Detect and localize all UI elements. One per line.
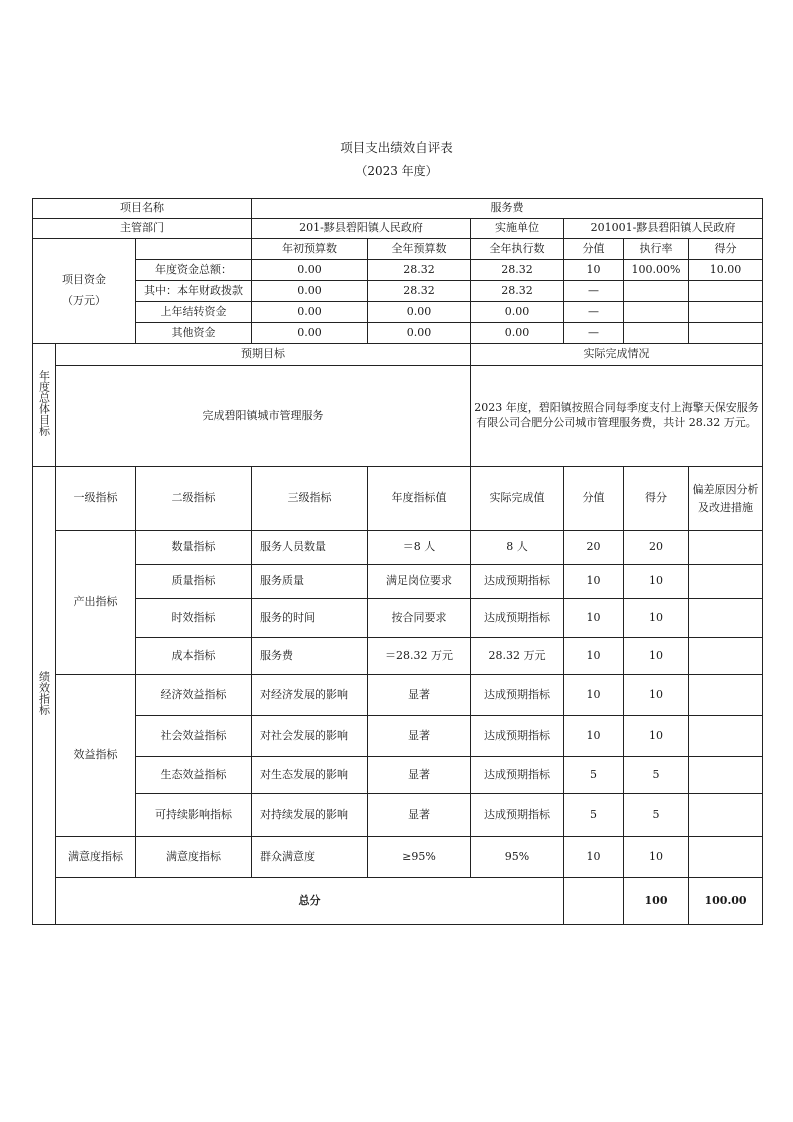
indicator-level3: 服务费: [252, 638, 368, 675]
total-actual: [564, 878, 624, 925]
indicators-header-level1: 一级指标: [56, 467, 136, 531]
indicator-score-value: 10: [564, 599, 624, 638]
department-label: 主管部门: [33, 219, 252, 239]
goals-side-label: [33, 344, 56, 467]
project-name-row: [33, 199, 763, 219]
indicator-target: 显著: [368, 794, 471, 837]
indicator-reason: [689, 675, 763, 716]
indicator-reason: [689, 565, 763, 599]
indicator-score-value: 10: [564, 675, 624, 716]
funds-row-executed: 28.32: [471, 260, 564, 281]
indicators-header-row: [33, 467, 763, 531]
indicator-actual: 达成预期指标: [471, 565, 564, 599]
goals-header-row: [33, 344, 763, 366]
indicator-level3: 群众满意度: [252, 837, 368, 878]
funds-header-annual: 全年预算数: [368, 239, 471, 260]
funds-row-executed: 0.00: [471, 302, 564, 323]
indicator-reason: [689, 716, 763, 757]
indicator-score: 10: [624, 565, 689, 599]
page-title: 项目支出绩效自评表: [340, 140, 453, 155]
indicators-side-label-text: 绩效指标: [37, 671, 51, 716]
funds-row-rate: [624, 302, 689, 323]
indicator-reason: [689, 757, 763, 794]
indicator-score: 20: [624, 531, 689, 565]
goals-expected-header: 预期目标: [56, 344, 471, 366]
indicator-reason: [689, 794, 763, 837]
indicators-header-level3: 三级指标: [252, 467, 368, 531]
indicator-row: [33, 837, 763, 878]
indicator-score-value: 10: [564, 716, 624, 757]
funds-header-score-value: 分值: [564, 239, 624, 260]
indicator-target: ＝28.32 万元: [368, 638, 471, 675]
indicator-target: 满足岗位要求: [368, 565, 471, 599]
goals-content-row: [33, 366, 763, 467]
indicator-score-value: 20: [564, 531, 624, 565]
indicator-level2: 满意度指标: [136, 837, 252, 878]
indicator-level1: 效益指标: [56, 675, 136, 837]
funds-header-score: 得分: [689, 239, 763, 260]
funds-row-initial: 0.00: [252, 302, 368, 323]
funds-row-label: 其他资金: [136, 323, 252, 344]
funds-header-initial: 年初预算数: [252, 239, 368, 260]
indicator-level3: 对社会发展的影响: [252, 716, 368, 757]
funds-row: [33, 281, 763, 302]
funds-row-score-value: 10: [564, 260, 624, 281]
indicator-score: 5: [624, 794, 689, 837]
funds-row-executed: 28.32: [471, 281, 564, 302]
indicators-header-score: 得分: [624, 467, 689, 531]
goals-actual-text: 2023 年度，碧阳镇按照合同每季度支付上海擎天保安服务有限公司合肥分公司城市管理服务费，共计 28.32 万元。: [471, 366, 763, 467]
funds-row-label: 上年结转资金: [136, 302, 252, 323]
indicator-row: [33, 757, 763, 794]
indicator-score-value: 5: [564, 757, 624, 794]
indicator-reason: [689, 837, 763, 878]
department-row: [33, 219, 763, 239]
indicator-level1: 满意度指标: [56, 837, 136, 878]
funds-header-executed: 全年执行数: [471, 239, 564, 260]
total-score-value: 100: [624, 878, 689, 925]
indicator-row: [33, 599, 763, 638]
funds-row-label: 其中：本年财政拨款: [136, 281, 252, 302]
indicators-header-level2: 二级指标: [136, 467, 252, 531]
funds-row-label: 年度资金总额：: [136, 260, 252, 281]
indicator-score-value: 10: [564, 565, 624, 599]
funds-label-line1: 项目资金: [62, 273, 106, 287]
indicator-target: ＝8 人: [368, 531, 471, 565]
funds-header-row: [33, 239, 763, 260]
indicator-row: [33, 794, 763, 837]
indicator-score-value: 10: [564, 638, 624, 675]
indicator-level3: 对经济发展的影响: [252, 675, 368, 716]
indicators-header-reason: 偏差原因分析及改进措施: [689, 467, 763, 531]
department-value: 201-黟县碧阳镇人民政府: [252, 219, 471, 239]
funds-row: [33, 260, 763, 281]
implementer-value: 201001-黟县碧阳镇人民政府: [564, 219, 763, 239]
funds-row-initial: 0.00: [252, 281, 368, 302]
goals-side-label-text: 年度总体目标: [37, 369, 51, 436]
funds-row-initial: 0.00: [252, 260, 368, 281]
indicator-level1: 产出指标: [56, 531, 136, 675]
indicator-actual: 8 人: [471, 531, 564, 565]
indicator-actual: 28.32 万元: [471, 638, 564, 675]
total-label: 总分: [56, 878, 564, 925]
indicator-row: [33, 716, 763, 757]
indicators-header-actual: 实际完成值: [471, 467, 564, 531]
funds-row-score: 10.00: [689, 260, 763, 281]
indicator-actual: 达成预期指标: [471, 757, 564, 794]
indicator-score-value: 10: [564, 837, 624, 878]
indicator-target: 按合同要求: [368, 599, 471, 638]
indicator-actual: 达成预期指标: [471, 675, 564, 716]
indicator-level2: 质量指标: [136, 565, 252, 599]
indicator-row: [33, 638, 763, 675]
page-subtitle: （2023 年度）: [355, 164, 438, 178]
funds-row-initial: 0.00: [252, 323, 368, 344]
indicators-header-target: 年度指标值: [368, 467, 471, 531]
funds-row-rate: [624, 281, 689, 302]
indicator-actual: 达成预期指标: [471, 794, 564, 837]
indicator-level2: 经济效益指标: [136, 675, 252, 716]
indicator-target: 显著: [368, 716, 471, 757]
indicator-level3: 服务人员数量: [252, 531, 368, 565]
project-name-label: 项目名称: [33, 199, 252, 219]
indicator-row: [33, 565, 763, 599]
indicator-score-value: 5: [564, 794, 624, 837]
funds-row-rate: [624, 323, 689, 344]
indicator-score: 10: [624, 716, 689, 757]
indicator-level3: 服务质量: [252, 565, 368, 599]
funds-label: [33, 239, 136, 344]
performance-table: [32, 198, 763, 925]
indicator-target: ≥95%: [368, 837, 471, 878]
total-score: 100.00: [689, 878, 763, 925]
funds-row: [33, 302, 763, 323]
funds-row-annual: 0.00: [368, 302, 471, 323]
funds-row-score: [689, 323, 763, 344]
funds-row-executed: 0.00: [471, 323, 564, 344]
implementer-label: 实施单位: [471, 219, 564, 239]
indicator-level2: 时效指标: [136, 599, 252, 638]
funds-row-score-value: —: [564, 323, 624, 344]
indicator-level3: 对生态发展的影响: [252, 757, 368, 794]
indicator-actual: 达成预期指标: [471, 716, 564, 757]
funds-row-rate: 100.00%: [624, 260, 689, 281]
funds-row-score: [689, 302, 763, 323]
indicators-header-score-value: 分值: [564, 467, 624, 531]
indicator-score: 5: [624, 757, 689, 794]
indicator-score: 10: [624, 638, 689, 675]
indicator-reason: [689, 638, 763, 675]
indicator-score: 10: [624, 599, 689, 638]
indicator-row: [33, 675, 763, 716]
indicator-level2: 社会效益指标: [136, 716, 252, 757]
goals-actual-header: 实际完成情况: [471, 344, 763, 366]
indicators-side-label: [33, 467, 56, 925]
funds-row-score-value: —: [564, 281, 624, 302]
funds-row-annual: 28.32: [368, 281, 471, 302]
funds-row-score: [689, 281, 763, 302]
indicator-reason: [689, 531, 763, 565]
indicator-level3: 服务的时间: [252, 599, 368, 638]
funds-header-rate: 执行率: [624, 239, 689, 260]
indicator-level2: 可持续影响指标: [136, 794, 252, 837]
indicator-level3: 对持续发展的影响: [252, 794, 368, 837]
total-row: [33, 878, 763, 925]
funds-row-annual: 0.00: [368, 323, 471, 344]
indicator-score: 10: [624, 837, 689, 878]
indicator-level2: 生态效益指标: [136, 757, 252, 794]
funds-row: [33, 323, 763, 344]
funds-label-line2: （万元）: [62, 294, 106, 307]
funds-header-blank: [136, 239, 252, 260]
indicator-target: 显著: [368, 675, 471, 716]
funds-row-score-value: —: [564, 302, 624, 323]
indicator-actual: 达成预期指标: [471, 599, 564, 638]
funds-row-annual: 28.32: [368, 260, 471, 281]
indicator-reason: [689, 599, 763, 638]
indicator-target: 显著: [368, 757, 471, 794]
indicator-row: [33, 531, 763, 565]
indicator-actual: 95%: [471, 837, 564, 878]
goals-expected-text: 完成碧阳镇城市管理服务: [56, 366, 471, 467]
project-name-value: 服务费: [252, 199, 763, 219]
indicator-level2: 数量指标: [136, 531, 252, 565]
indicator-level2: 成本指标: [136, 638, 252, 675]
indicator-score: 10: [624, 675, 689, 716]
